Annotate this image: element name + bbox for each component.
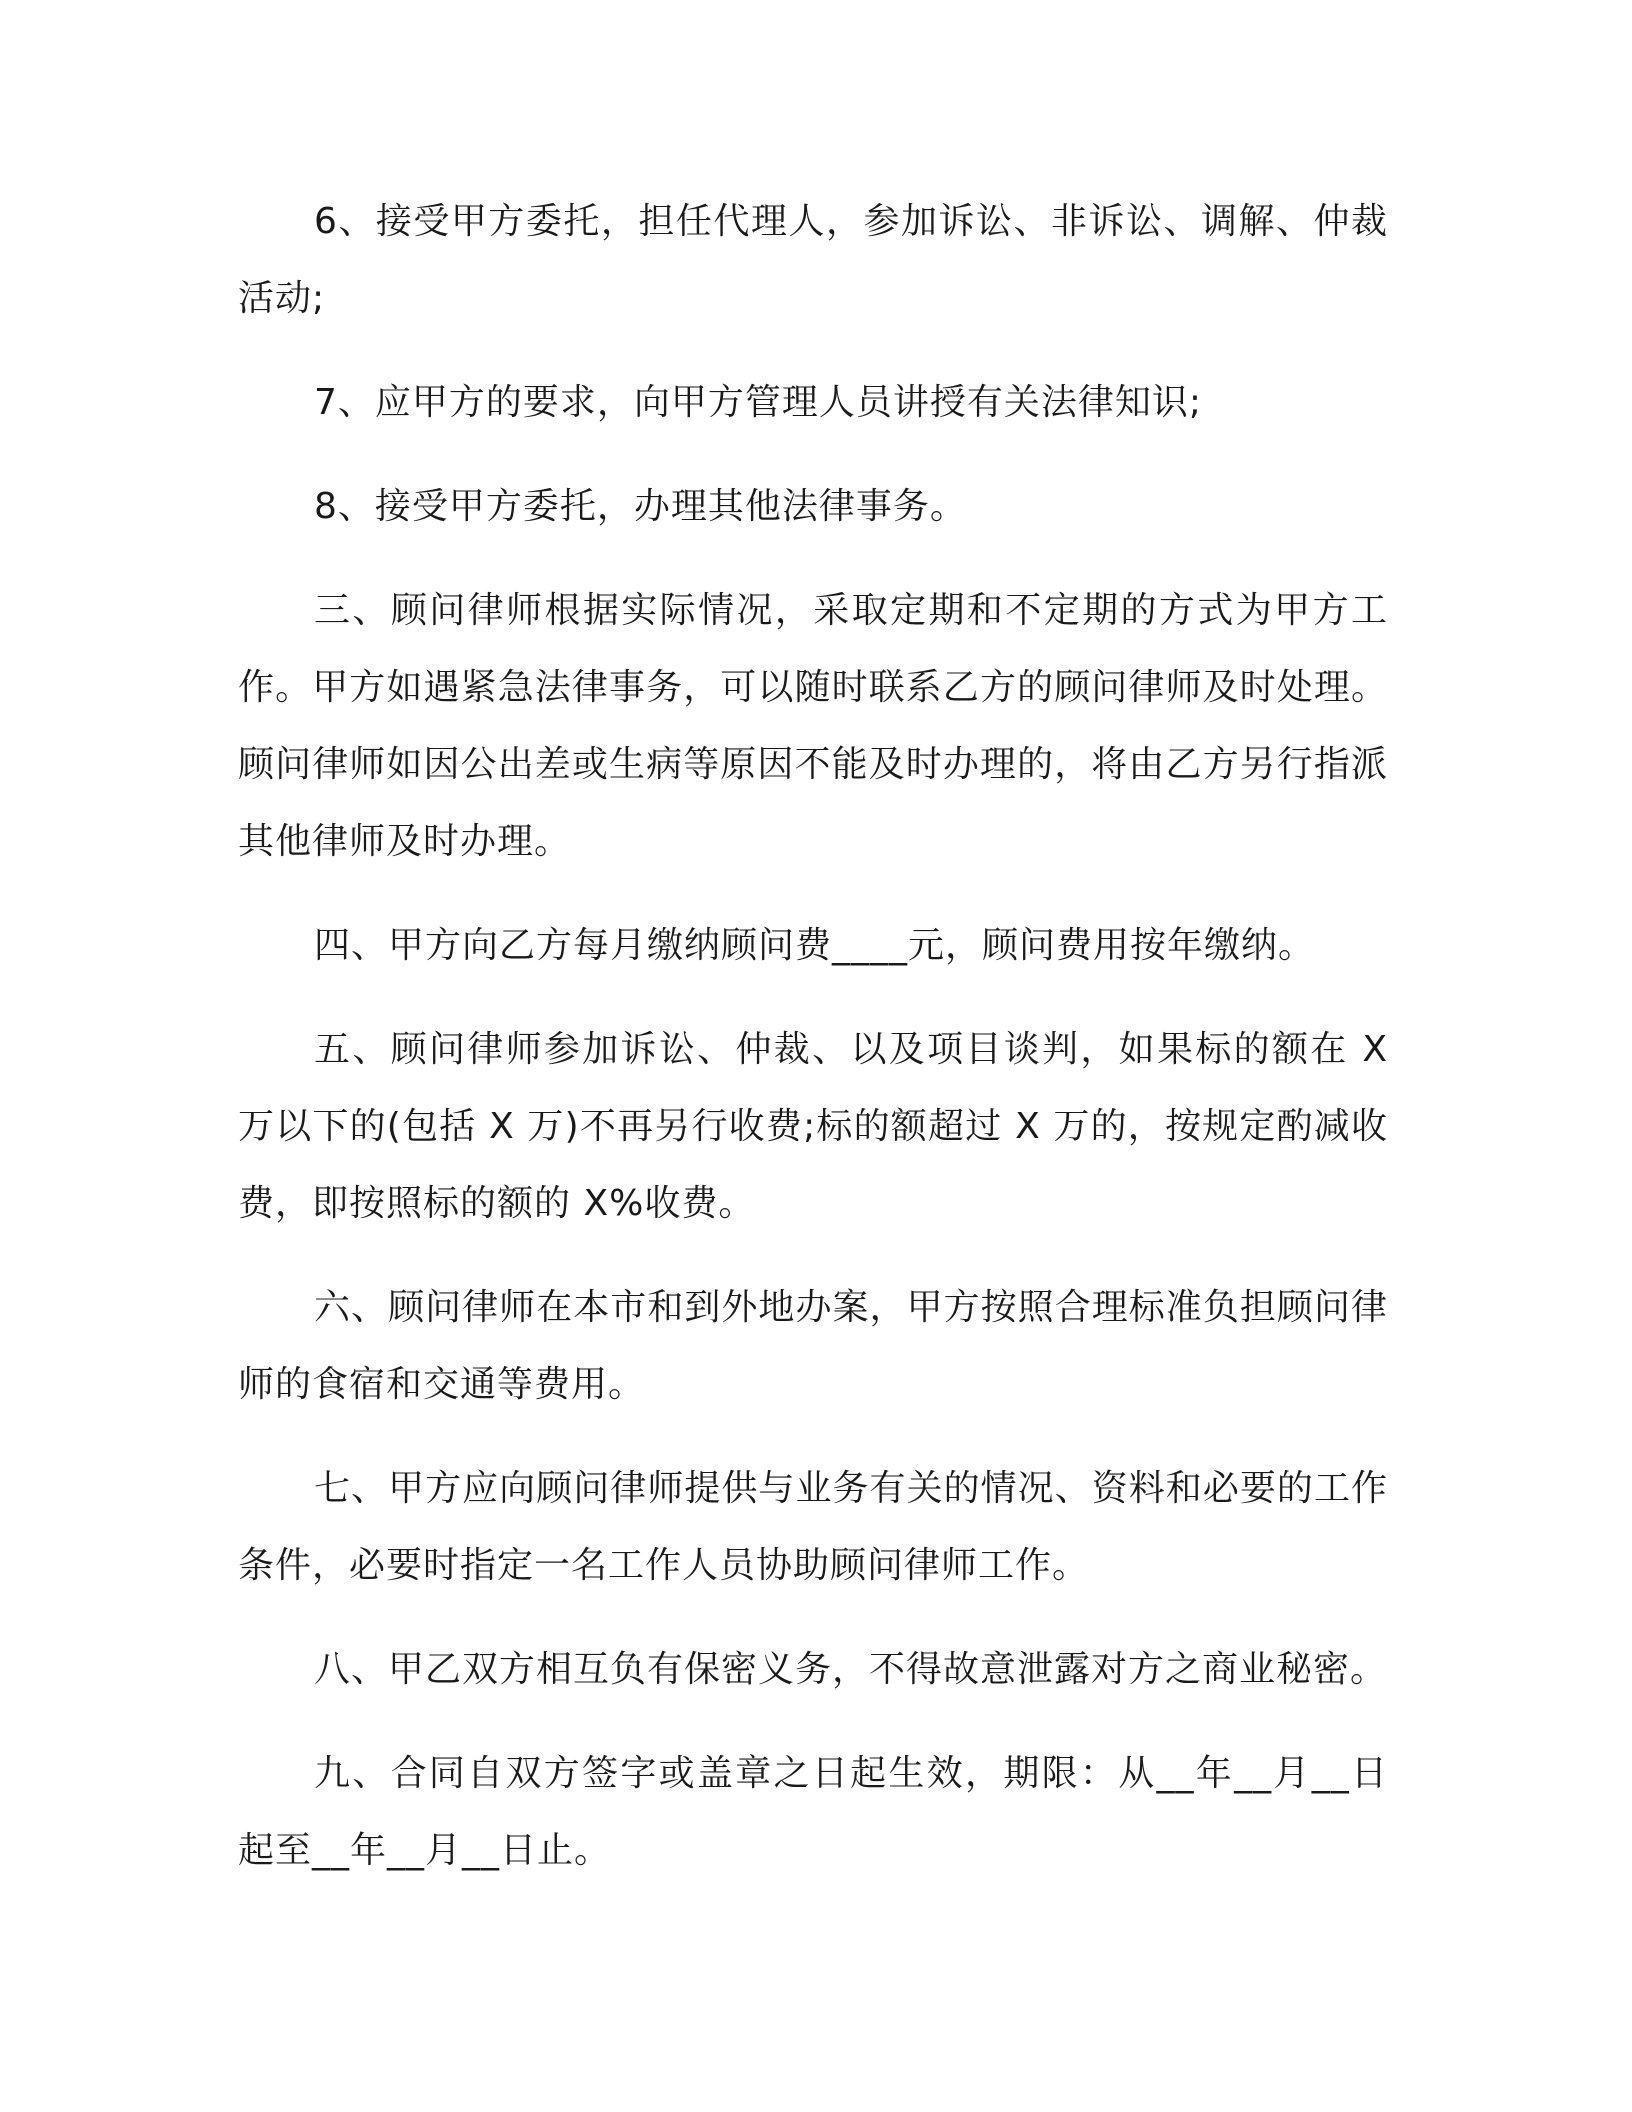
clause-7: 7、应甲方的要求，向甲方管理人员讲授有关法律知识; xyxy=(314,382,1203,423)
paragraph-spacer xyxy=(238,1423,1388,1450)
paragraph-spacer xyxy=(238,984,1388,1011)
paragraph-spacer xyxy=(238,880,1388,907)
article-9: 九、合同自双方签字或盖章之日起生效，期限：从__年__月__日起至__年__月__日止。 xyxy=(238,1753,1388,1871)
paragraph-spacer xyxy=(238,545,1388,572)
article-6: 六、顾问律师在本市和到外地办案，甲方按照合理标准负担顾问律师的食宿和交通等费用。 xyxy=(238,1287,1388,1405)
clause-6: 6、接受甲方委托，担任代理人，参加诉讼、非诉讼、调解、仲裁活动; xyxy=(238,201,1388,319)
article-8: 八、甲乙双方相互负有保密义务，不得故意泄露对方之商业秘密。 xyxy=(314,1649,1388,1690)
clause-8: 8、接受甲方委托，办理其他法律事务。 xyxy=(314,486,967,527)
article-7: 七、甲方应向顾问律师提供与业务有关的情况、资料和必要的工作条件，必要时指定一名工作人员协助顾问律师工作。 xyxy=(238,1468,1388,1586)
article-5: 五、顾问律师参加诉讼、仲裁、以及项目谈判，如果标的额在 X 万以下的(包括 X 万)不再另行收费;标的额超过 X 万的，按规定酌减收费，即按照标的额的 X%收费。 xyxy=(238,1029,1388,1224)
article-3: 三、顾问律师根据实际情况，采取定期和不定期的方式为甲方工作。甲方如遇紧急法律事务，可以随时联系乙方的顾问律师及时处理。顾问律师如因公出差或生病等原因不能及时办理的，将由乙方另行指派其他律师及时办理。 xyxy=(238,590,1388,862)
paragraph-spacer xyxy=(238,1604,1388,1631)
document-body xyxy=(238,183,1388,1889)
paragraph-spacer xyxy=(238,337,1388,364)
paragraph-spacer xyxy=(238,441,1388,468)
paragraph-spacer xyxy=(238,1242,1388,1269)
article-4: 四、甲方向乙方每月缴纳顾问费____元，顾问费用按年缴纳。 xyxy=(314,925,1316,966)
paragraph-spacer xyxy=(238,1708,1388,1735)
